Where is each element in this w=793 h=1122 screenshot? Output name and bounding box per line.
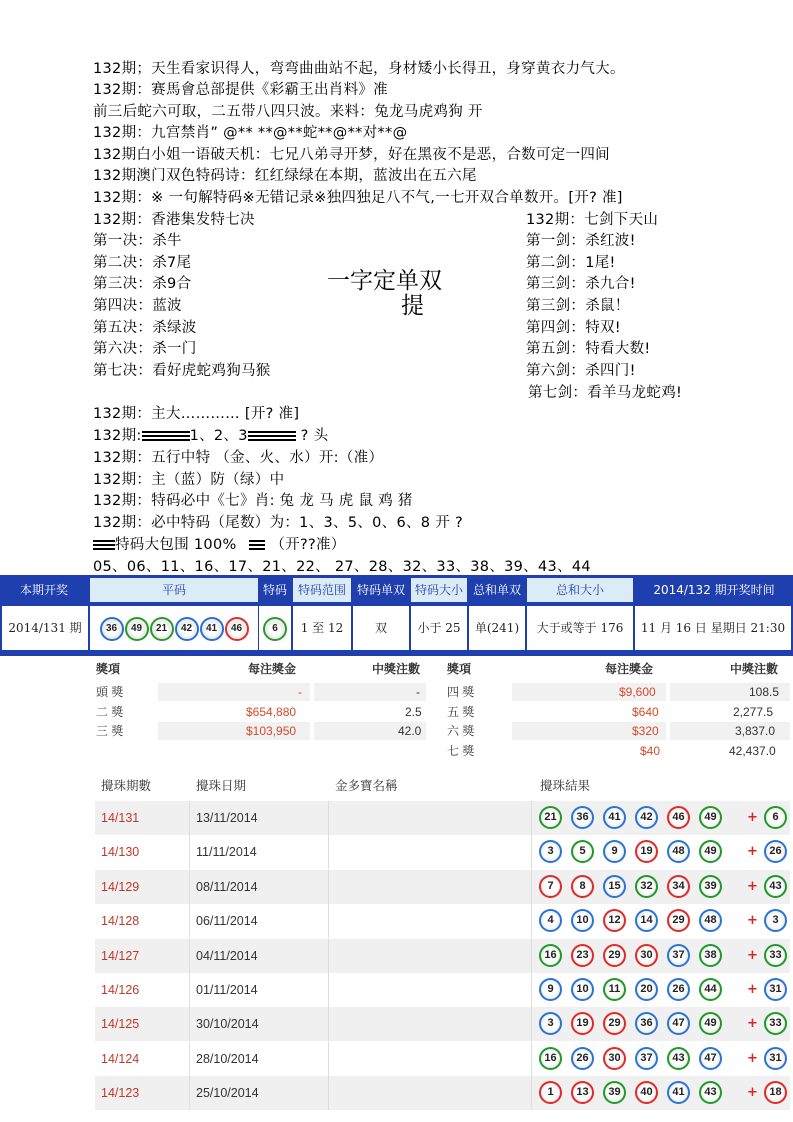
result-extra-ball: 33 [764, 1012, 787, 1035]
plus-icon: + [747, 1016, 758, 1032]
result-ball: 9 [539, 978, 562, 1001]
ball: 41 [200, 617, 224, 641]
result-ball: 16 [539, 944, 562, 967]
result-ball: 30 [603, 1047, 626, 1070]
prize-amount: $654,880 [246, 705, 297, 719]
draw-header: 特码 [262, 583, 287, 597]
prize-header: 中獎注數 [372, 662, 421, 676]
result-ball: 34 [667, 875, 690, 898]
seven-jue-item: 第七决：看好虎蛇鸡狗马猴 [93, 363, 271, 379]
result-period: 14/128 [101, 914, 140, 929]
text-line: 132期；天生看家识得人，弯弯曲曲站不起，身材矮小长得丑，身穿黄衣力气大。 [93, 61, 625, 77]
prize-header: 中獎注數 [730, 662, 779, 676]
draw-big-small: 小于 25 [411, 606, 467, 650]
result-ball: 38 [699, 944, 722, 967]
seven-jue-item: 第六决：杀一门 [93, 341, 197, 357]
result-ball: 49 [699, 840, 722, 863]
column-divider [531, 1076, 532, 1110]
result-row [95, 1007, 790, 1041]
result-ball: 26 [571, 1047, 594, 1070]
result-ball: 5 [571, 840, 594, 863]
result-date: 30/10/2014 [196, 1017, 259, 1032]
bao-suffix: （开??准） [265, 537, 346, 553]
result-extra-ball: 31 [764, 978, 787, 1001]
column-divider [328, 939, 329, 973]
result-ball: 37 [667, 944, 690, 967]
results-header: 攪珠結果 [540, 779, 591, 793]
prize-amount: - [298, 685, 302, 699]
text-line: 132期：特码必中《七》肖: 兔 龙 马 虎 鼠 鸡 猪 [93, 493, 413, 509]
result-ball: 1 [539, 1081, 562, 1104]
prize-amount: $40 [640, 744, 661, 758]
result-ball: 29 [603, 944, 626, 967]
ball: 46 [225, 617, 249, 641]
result-ball: 46 [667, 806, 690, 829]
result-date: 06/11/2014 [196, 914, 258, 929]
result-ball: 44 [699, 978, 722, 1001]
column-divider [328, 801, 329, 835]
plus-icon: + [747, 947, 758, 963]
result-ball: 26 [667, 978, 690, 1001]
result-ball: 10 [571, 909, 594, 932]
plus-icon: + [747, 982, 758, 997]
result-ball: 36 [571, 806, 594, 829]
result-period: 14/131 [101, 811, 140, 825]
result-ball: 39 [603, 1081, 626, 1104]
result-row [95, 1042, 790, 1076]
draw-header: 2014/132 期开奖时间 [653, 583, 775, 597]
seven-jue-title: 132期：香港集发特七决 [93, 212, 255, 228]
text-line: 132期白小姐一语破天机：七兄八弟寻开梦，好在黑夜不是恶，合数可定一四间 [93, 147, 610, 163]
ball: 42 [175, 617, 199, 641]
result-ball: 10 [571, 978, 594, 1001]
result-ball: 16 [539, 1047, 562, 1070]
draw-header: 特码单双 [356, 583, 405, 597]
plus-icon: + [747, 810, 758, 825]
column-divider [531, 835, 532, 869]
bao-text: 特码大包围 100% [115, 537, 237, 553]
center-heading-sub: 提 [401, 293, 424, 319]
result-ball: 47 [667, 1012, 690, 1035]
plus-icon: + [747, 1050, 758, 1066]
column-divider [189, 904, 190, 938]
prize-name: 四 獎 [447, 685, 475, 699]
result-ball: 29 [603, 1012, 626, 1035]
result-period: 14/129 [101, 879, 140, 894]
result-ball: 49 [699, 806, 722, 829]
result-ball: 48 [667, 840, 690, 863]
result-row [95, 870, 790, 904]
prize-name: 三 獎 [96, 724, 124, 738]
prize-bg [314, 683, 426, 701]
result-ball: 12 [603, 909, 626, 932]
column-divider [189, 939, 190, 973]
column-divider [189, 1007, 190, 1041]
seven-jian-item: 第四剑：特双! [526, 320, 621, 336]
prize-bg [158, 683, 310, 701]
result-ball: 8 [571, 875, 594, 898]
bars-mid: 1、2、3 [189, 428, 248, 444]
seven-jian-item: 第二剑：1尾! [526, 255, 616, 271]
bars-prefix: 132期: [93, 428, 142, 444]
result-ball: 20 [635, 978, 658, 1001]
result-extra-ball: 26 [764, 840, 787, 863]
plus-icon: + [747, 1085, 758, 1101]
text-line: 前三后蛇六可取，二五带八四只波。来料：兔龙马虎鸡狗 开 [93, 104, 483, 120]
result-ball: 23 [571, 944, 594, 967]
column-divider [189, 1076, 190, 1110]
bao-line [93, 535, 346, 555]
result-ball: 21 [539, 806, 562, 829]
draw-range: 1 至 12 [293, 606, 351, 650]
column-divider [328, 835, 329, 869]
result-ball: 47 [699, 1047, 722, 1070]
prize-name: 七 獎 [447, 744, 475, 758]
draw-sum-oe: 单(241) [469, 606, 525, 650]
draw-special [259, 606, 291, 650]
text-line: 132期：主大………… [开? 准] [93, 406, 300, 422]
plus-icon: + [747, 913, 758, 929]
result-period: 14/127 [101, 948, 140, 963]
result-date: 08/11/2014 [196, 879, 258, 894]
column-divider [189, 835, 190, 869]
text-line: 132期：主（蓝）防（绿）中 [93, 472, 285, 488]
results-header: 金多寶名稱 [335, 779, 398, 793]
column-divider [531, 870, 532, 904]
draw-header: 总和大小 [527, 578, 633, 602]
result-ball: 15 [603, 875, 626, 898]
result-ball: 40 [635, 1081, 658, 1104]
result-ball: 42 [635, 806, 658, 829]
seven-jue-item: 第一决：杀牛 [93, 233, 182, 249]
draw-time: 11 月 16 日 星期日 21:30 [635, 606, 791, 650]
result-extra-ball: 6 [764, 806, 787, 829]
column-divider [531, 801, 532, 835]
prize-count: 42.0 [398, 724, 422, 738]
result-row [95, 939, 790, 973]
result-date: 25/10/2014 [196, 1086, 259, 1101]
result-date: 28/10/2014 [196, 1051, 259, 1066]
result-period: 14/124 [101, 1051, 140, 1066]
prize-name: 五 獎 [447, 705, 475, 719]
column-divider [328, 904, 329, 938]
result-ball: 3 [539, 1012, 562, 1035]
column-divider [328, 870, 329, 904]
result-ball: 29 [667, 909, 690, 932]
seven-jian-title: 132期：七剑下天山 [526, 212, 659, 228]
column-divider [531, 904, 532, 938]
draw-table [0, 575, 793, 656]
seven-jian-item: 第三剑：杀九合! [526, 276, 636, 292]
bars-line [93, 426, 328, 446]
seven-jue-item: 第二决：杀7尾 [93, 255, 192, 271]
special-ball: 6 [263, 617, 287, 641]
seven-jian-item: 第六剑：杀四门! [526, 363, 636, 379]
prize-amount: $103,950 [246, 724, 297, 738]
draw-header: 总和单双 [472, 583, 521, 597]
result-ball: 9 [603, 840, 626, 863]
bars-mark [249, 540, 265, 550]
result-ball: 43 [699, 1081, 722, 1104]
prize-amount: $320 [632, 724, 659, 738]
bars-mark [142, 431, 190, 441]
seven-jue-item: 第四决：蓝波 [93, 298, 182, 314]
result-date: 13/11/2014 [196, 811, 258, 825]
result-row [95, 1076, 790, 1110]
seven-jian-item: 第一剑：杀红波! [526, 233, 636, 249]
ball: 36 [100, 617, 124, 641]
draw-balls [90, 606, 258, 650]
result-extra-ball: 33 [764, 944, 787, 967]
bars-suffix: ? 头 [295, 428, 329, 444]
prize-count: 42,437.0 [729, 744, 776, 758]
result-date: 11/11/2014 [196, 845, 257, 860]
text-line: 132期：赛馬會总部提供《彩霸王出肖料》准 [93, 82, 388, 98]
column-divider [189, 1042, 190, 1076]
seven-jian-item: 第七剑：看羊马龙蛇鸡! [528, 385, 683, 401]
result-row [95, 973, 790, 1007]
result-extra-ball: 3 [764, 909, 787, 932]
result-extra-ball: 43 [764, 875, 787, 898]
bars-mark [93, 540, 115, 550]
seven-jian-item: 第三剑：杀鼠！ [526, 298, 630, 314]
prize-header: 每注獎金 [248, 662, 297, 676]
result-row [95, 904, 790, 938]
text-line: 132期：※ 一句解特码※无错记录※独四独足八不气,一七开双合单数开。[开? 准] [93, 190, 623, 206]
result-ball: 11 [603, 978, 626, 1001]
bars-mark [248, 431, 296, 441]
result-extra-ball: 18 [764, 1081, 787, 1104]
result-ball: 4 [539, 909, 562, 932]
result-row [95, 835, 790, 869]
prize-count: 2,277.5 [733, 705, 774, 719]
result-ball: 3 [539, 840, 562, 863]
center-heading: 一字定单双 [327, 268, 442, 294]
result-ball: 19 [571, 1012, 594, 1035]
plus-icon: + [747, 878, 758, 894]
numbers-line: 05、06、11、16、17、21、22、 27、28、32、33、38、39、43、44 [93, 559, 591, 575]
result-period: 14/126 [101, 983, 140, 997]
result-ball: 43 [667, 1047, 690, 1070]
column-divider [531, 1007, 532, 1041]
prize-count: - [416, 685, 420, 699]
result-ball: 14 [635, 909, 658, 932]
result-ball: 32 [635, 875, 658, 898]
result-ball: 36 [635, 1012, 658, 1035]
prize-amount: $640 [632, 705, 659, 719]
prize-name: 二 獎 [96, 705, 124, 719]
prize-header: 每注獎金 [605, 662, 654, 676]
result-ball: 30 [635, 944, 658, 967]
result-period: 14/125 [101, 1017, 140, 1032]
ball: 49 [125, 617, 149, 641]
seven-jian-item: 第五剑：特看大数! [526, 341, 651, 357]
result-ball: 41 [603, 806, 626, 829]
draw-period: 2014/131 期 [2, 606, 88, 650]
ball: 21 [150, 617, 174, 641]
result-extra-ball: 31 [764, 1047, 787, 1070]
result-ball: 39 [699, 875, 722, 898]
results-header: 攪珠日期 [196, 779, 247, 793]
result-ball: 13 [571, 1081, 594, 1104]
prize-amount: $9,600 [619, 685, 656, 699]
text-line: 132期：九宫禁肖” @** **@**蛇**@**对**@ [93, 125, 408, 141]
column-divider [328, 1007, 329, 1041]
result-date: 04/11/2014 [196, 948, 258, 963]
result-period: 14/130 [101, 845, 140, 860]
column-divider [189, 973, 190, 1007]
column-divider [189, 870, 190, 904]
column-divider [531, 973, 532, 1007]
prize-count: 3,837.0 [735, 724, 776, 738]
draw-header: 本期开奖 [19, 583, 68, 597]
column-divider [531, 939, 532, 973]
result-ball: 41 [667, 1081, 690, 1104]
draw-header: 特码大小 [411, 578, 467, 602]
text-line: 132期澳门双色特码诗：红红绿绿在本期，蓝波出在五六尾 [93, 168, 477, 184]
seven-jue-item: 第五决：杀绿波 [93, 320, 197, 336]
prize-count: 108.5 [749, 685, 780, 699]
plus-icon: + [747, 844, 758, 860]
result-ball: 48 [699, 909, 722, 932]
draw-sum-bs: 大于或等于 176 [527, 606, 633, 650]
prize-header: 獎項 [447, 662, 472, 676]
draw-header: 特码范围 [293, 578, 351, 602]
column-divider [189, 801, 190, 835]
prize-name: 頭 獎 [96, 685, 124, 699]
column-divider [328, 1042, 329, 1076]
result-ball: 37 [635, 1047, 658, 1070]
column-divider [328, 973, 329, 1007]
draw-odd-even: 双 [353, 606, 409, 650]
result-row [95, 801, 790, 835]
prize-count: 2.5 [405, 705, 422, 719]
prize-header: 獎項 [96, 662, 121, 676]
result-ball: 7 [539, 875, 562, 898]
result-ball: 19 [635, 840, 658, 863]
result-ball: 49 [699, 1012, 722, 1035]
results-header: 攪珠期數 [101, 779, 152, 793]
text-line: 132期：五行中特 （金、火、水）开:（准） [93, 450, 384, 466]
draw-header: 平码 [90, 578, 258, 602]
prize-name: 六 獎 [447, 724, 475, 738]
seven-jue-item: 第三决：杀9合 [93, 276, 192, 292]
column-divider [531, 1042, 532, 1076]
column-divider [328, 1076, 329, 1110]
text-line: 132期：必中特码（尾数）为：1、3、5、0、6、8 开 ? [93, 515, 463, 531]
result-date: 01/11/2014 [196, 983, 258, 997]
result-period: 14/123 [101, 1086, 140, 1101]
